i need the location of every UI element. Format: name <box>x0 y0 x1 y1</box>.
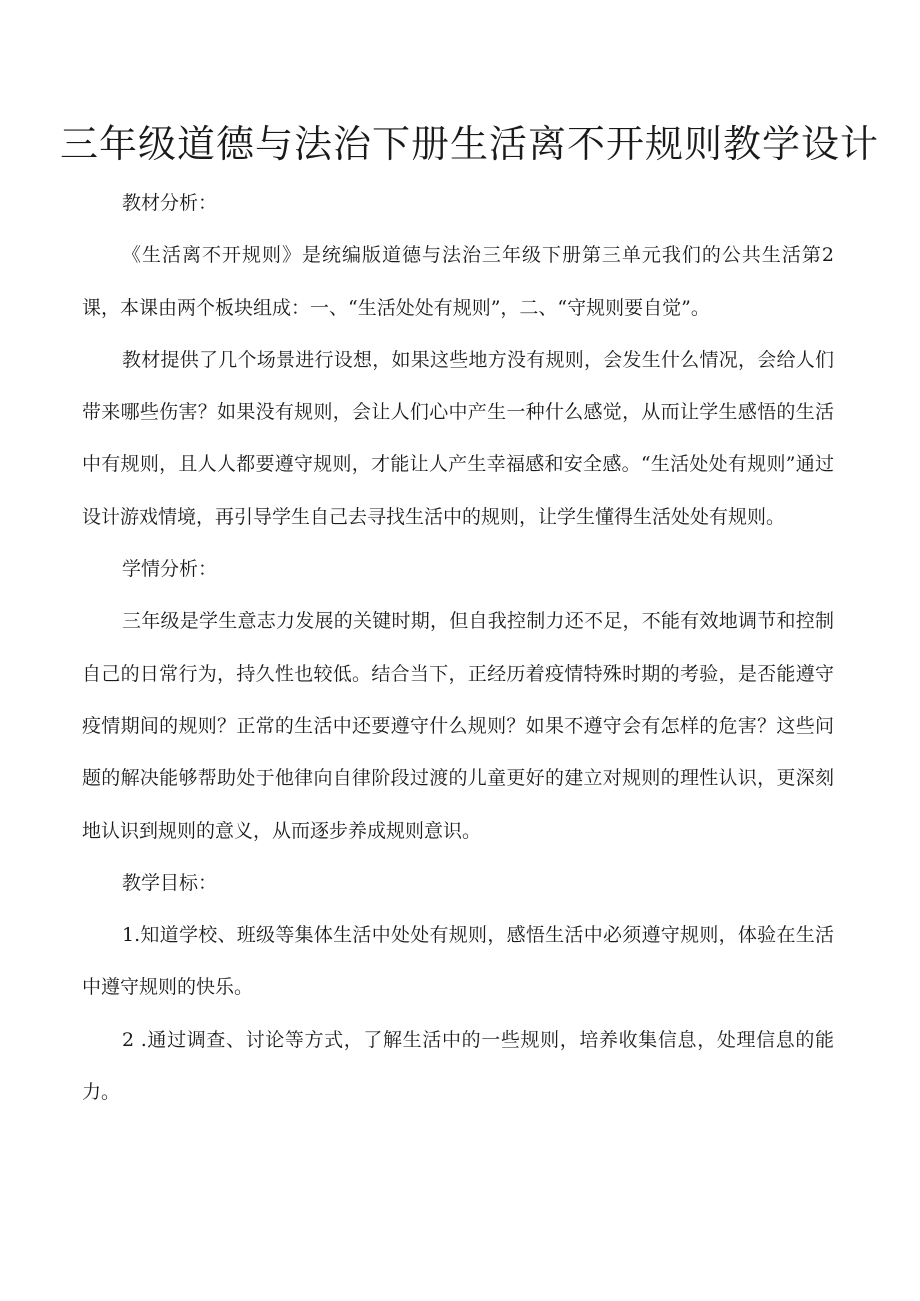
document-body <box>82 177 834 1118</box>
paragraph-student-analysis: 三年级是学生意志力发展的关键时期，但自我控制力还不足，不能有效地调节和控制自己的日常行为，持久性也较低。结合当下，正经历着疫情特殊时期的考验，是否能遵守疫情期间的规则？正常的生活中还要遵守什么规则？如果不遵守会有怎样的危害？这些问题的解决能够帮助处于他律向自律阶段过渡的儿童更好的建立对规则的理性认识，更深刻地认识到规则的意义，从而逐步养成规则意识。 <box>82 610 834 842</box>
paragraph-goal-1: 1.知道学校、班级等集体生活中处处有规则，感悟生活中必须遵守规则，体验在生活中遵守规则的快乐。 <box>82 924 834 999</box>
paragraph-textbook-scenes: 教材提供了几个场景进行设想，如果这些地方没有规则，会发生什么情况，会给人们带来哪些伤害？如果没有规则，会让人们心中产生一种什么感觉，从而让学生感悟的生活中有规则，且人人都要遵守规则，才能让人产生幸福感和安全感。“生活处处有规则”通过设计游戏情境，再引导学生自己去寻找生活中的规则，让学生懂得生活处处有规则。 <box>82 348 834 528</box>
document-title: 三年级道德与法治下册生活离不开规则教学设计 <box>60 122 880 166</box>
paragraph-textbook-intro: 《生活离不开规则》是统编版道德与法治三年级下册第三单元我们的公共生活第2课，本课由两个板块组成：一、“生活处处有规则”，二、“守规则要自觉”。 <box>82 244 834 319</box>
section-heading-textbook-analysis: 教材分析： <box>122 192 218 214</box>
section-heading-student-analysis: 学情分析： <box>122 558 218 581</box>
section-heading-teaching-goals: 教学目标： <box>122 871 218 894</box>
paragraph-goal-2: 2 .通过调查、讨论等方式，了解生活中的一些规则，培养收集信息，处理信息的能力。 <box>82 1028 834 1104</box>
